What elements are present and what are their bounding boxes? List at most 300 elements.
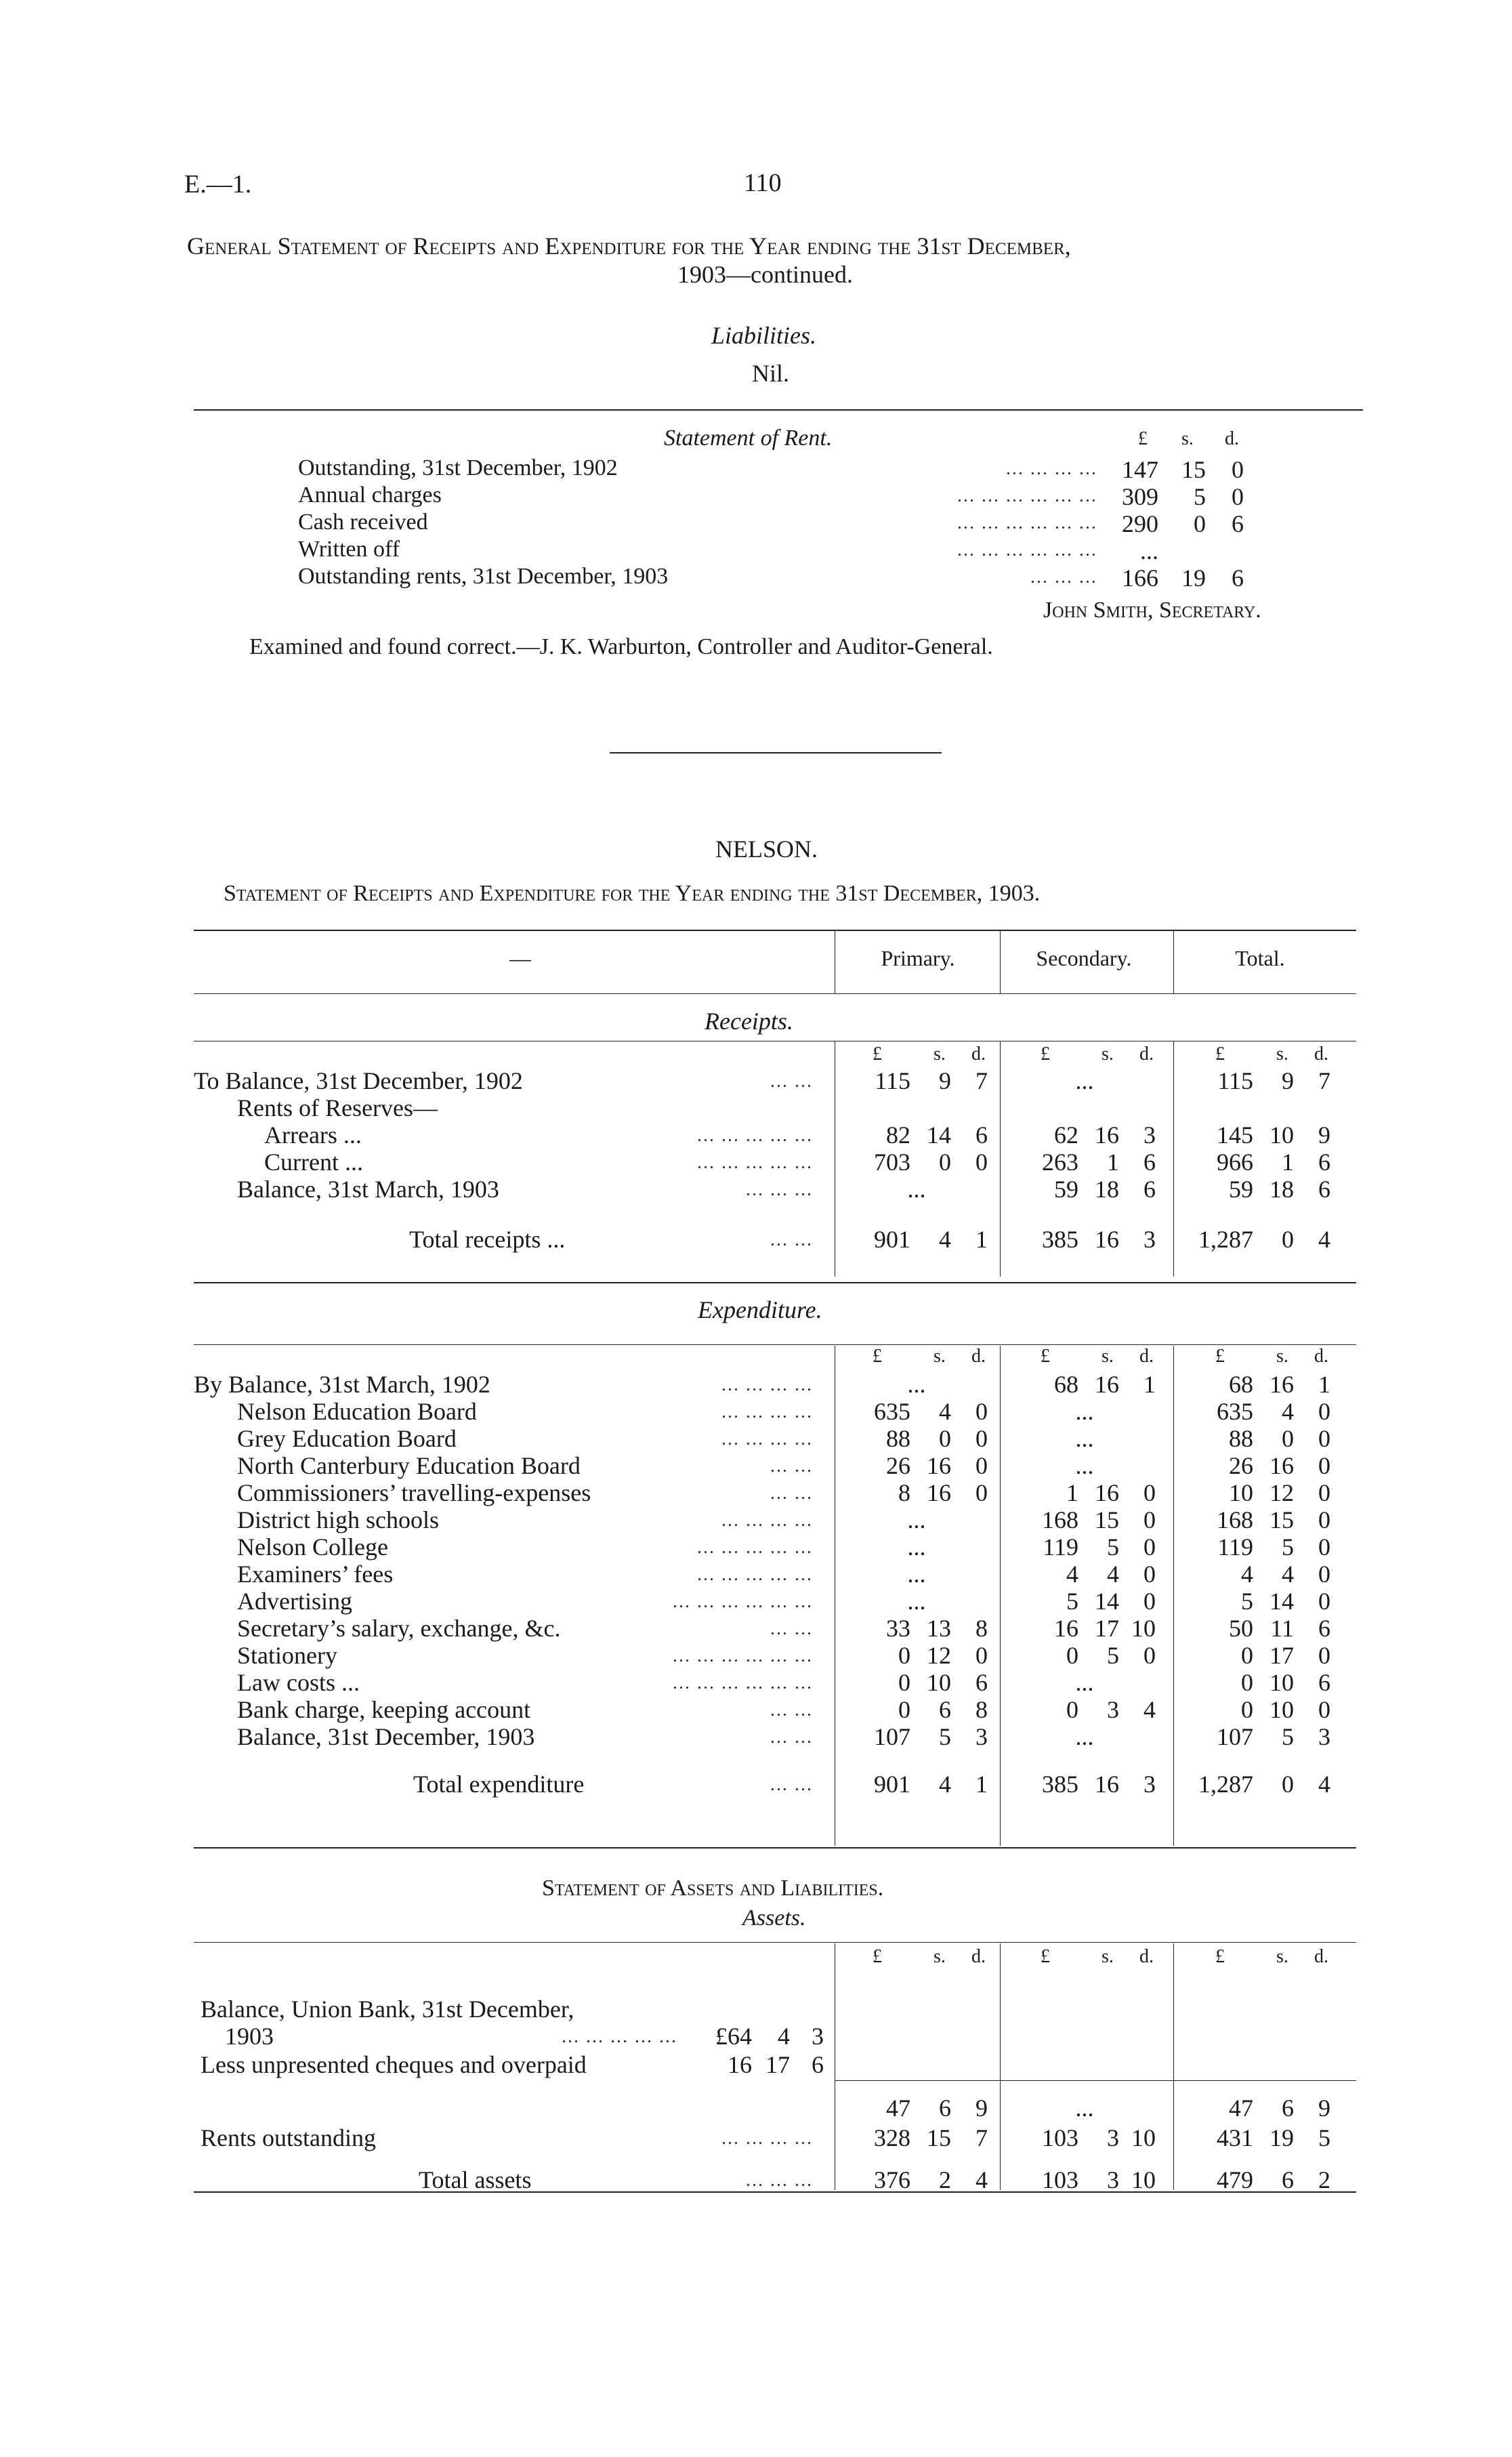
- rents-row-total-pence: 5: [1318, 2124, 1330, 2151]
- general-statement-title: General Statement of Receipts and Expenditure for the Year ending the 31st December,: [187, 232, 1071, 260]
- expenditure-total-pounds: 68: [1229, 1371, 1253, 1398]
- receipt-total-pence: 6: [1318, 1149, 1330, 1176]
- expenditure-secondary-shillings: 5: [1107, 1533, 1119, 1561]
- expenditure-total-shillings: 16: [1269, 1452, 1294, 1479]
- expenditure-primary-shillings: 16: [927, 1452, 951, 1479]
- expenditure-secondary-pence: 0: [1143, 1642, 1156, 1669]
- expenditure-total-pence: 0: [1318, 1696, 1330, 1723]
- unpresented-pounds: 16: [728, 2051, 752, 2078]
- expenditure-secondary-pounds: ...: [1075, 1723, 1094, 1750]
- receipt-row-dots: ... ... ... ... ...: [697, 1125, 813, 1146]
- primary-shillings-header: s.: [933, 1346, 946, 1367]
- receipt-primary-pounds: 703: [874, 1149, 910, 1176]
- secretary-signature: John Smith, Secretary.: [1043, 598, 1261, 623]
- expenditure-total-pence: 3: [1318, 1723, 1330, 1750]
- expenditure-primary-shillings: 10: [927, 1669, 951, 1696]
- total-pounds-header: £: [1215, 1044, 1225, 1065]
- receipt-total-pence: 7: [1318, 1067, 1330, 1094]
- secondary-pence-header: d.: [1139, 1346, 1154, 1367]
- receipt-row-label: To Balance, 31st December, 1902: [194, 1067, 523, 1094]
- total-assets-primary-pence: 4: [975, 2166, 988, 2193]
- receipt-primary-pence: 0: [975, 1149, 988, 1176]
- receipt-primary-shillings: 0: [939, 1149, 951, 1176]
- receipt-row-dots: ... ... ... ... ...: [697, 1152, 813, 1173]
- receipt-total-pounds: 966: [1217, 1149, 1253, 1176]
- rents-row-total-pounds: 431: [1217, 2124, 1253, 2151]
- primary-pence-header: d.: [971, 1946, 986, 1967]
- col-header-label: —: [509, 946, 531, 970]
- expenditure-primary-pence: 3: [975, 1723, 988, 1750]
- rent-row-label: Outstanding, 31st December, 1902: [298, 455, 618, 480]
- bank-row-total-pounds: 47: [1229, 2094, 1253, 2122]
- expenditure-primary-pounds: 88: [886, 1425, 910, 1452]
- receipt-row-label: Arrears ...: [264, 1121, 362, 1149]
- rent-row-pounds: 166: [1122, 564, 1158, 592]
- expenditure-row-dots: ... ... ... ... ...: [697, 1537, 813, 1558]
- receipt-primary-pence: 7: [975, 1067, 988, 1094]
- expenditure-row-label: Examiners’ fees: [237, 1561, 394, 1588]
- total-receipts-dots: ... ...: [770, 1229, 813, 1250]
- expenditure-total-pounds: 5: [1241, 1588, 1253, 1615]
- section-rule: [194, 409, 1363, 411]
- expenditure-row-label: Advertising: [237, 1588, 352, 1615]
- rent-row-pounds: 147: [1122, 456, 1158, 483]
- expenditure-total-pounds: 88: [1229, 1425, 1253, 1452]
- rent-statement-heading: Statement of Rent.: [664, 426, 833, 451]
- receipt-primary-pounds: 115: [875, 1067, 910, 1094]
- total-assets-dots: ... ... ...: [746, 2170, 813, 2191]
- expenditure-total-pence: 0: [1318, 1642, 1330, 1669]
- total-receipts-secondary-shillings: 16: [1095, 1226, 1119, 1253]
- expenditure-total-shillings: 0: [1282, 1425, 1294, 1452]
- rent-row-dots: ... ... ... ... ... ...: [957, 512, 1097, 533]
- expenditure-primary-pounds: ...: [907, 1588, 926, 1615]
- expenditure-secondary-pounds: 0: [1066, 1642, 1078, 1669]
- total-expenditure-total-shillings: 0: [1282, 1771, 1294, 1798]
- expenditure-primary-pence: 8: [975, 1615, 988, 1642]
- receipt-secondary-pounds: ...: [1075, 1067, 1094, 1094]
- expenditure-bottom-rule: [194, 1847, 1356, 1849]
- expenditure-total-pounds: 168: [1217, 1506, 1253, 1533]
- col-rule: [1000, 1041, 1001, 1277]
- receipt-primary-pounds: ...: [907, 1176, 926, 1203]
- expenditure-primary-pence: 0: [975, 1642, 988, 1669]
- total-expenditure-secondary-pence: 3: [1143, 1771, 1156, 1798]
- rent-row-pence: 0: [1232, 483, 1244, 510]
- receipt-primary-shillings: 14: [927, 1121, 951, 1149]
- expenditure-secondary-shillings: 3: [1107, 1696, 1119, 1723]
- rent-row-dots: ... ... ...: [1030, 566, 1097, 587]
- total-assets-total-pounds: 479: [1217, 2166, 1253, 2193]
- receipt-primary-pounds: 82: [886, 1121, 910, 1149]
- receipt-total-pence: 6: [1318, 1176, 1330, 1203]
- rent-row-label: Cash received: [298, 510, 428, 535]
- col-rule: [1000, 931, 1001, 993]
- expenditure-secondary-pence: 4: [1143, 1696, 1156, 1723]
- expenditure-secondary-shillings: 16: [1095, 1479, 1119, 1506]
- receipt-total-shillings: 9: [1282, 1067, 1294, 1094]
- expenditure-secondary-pounds: ...: [1075, 1398, 1094, 1425]
- primary-shillings-header: s.: [933, 1946, 946, 1967]
- total-expenditure-secondary-shillings: 16: [1095, 1771, 1119, 1798]
- bank-balance-label: Balance, Union Bank, 31st December,: [201, 1996, 574, 2023]
- expenditure-total-pence: 0: [1318, 1506, 1330, 1533]
- expenditure-row-dots: ... ... ... ... ... ...: [673, 1591, 813, 1612]
- expenditure-total-shillings: 4: [1282, 1398, 1294, 1425]
- expenditure-total-shillings: 11: [1270, 1615, 1294, 1642]
- rent-row-dots: ... ... ... ... ... ...: [957, 485, 1097, 506]
- total-receipts-secondary-pence: 3: [1143, 1226, 1156, 1253]
- liabilities-nil: Nil.: [752, 360, 790, 387]
- expenditure-primary-pence: 0: [975, 1425, 988, 1452]
- expenditure-row-label: District high schools: [237, 1506, 439, 1533]
- expenditure-total-pounds: 635: [1217, 1398, 1253, 1425]
- expenditure-total-shillings: 4: [1282, 1561, 1294, 1588]
- liabilities-heading: Liabilities.: [711, 322, 817, 349]
- expenditure-primary-pence: 0: [975, 1452, 988, 1479]
- receipt-secondary-shillings: 16: [1095, 1121, 1119, 1149]
- expenditure-primary-pounds: 0: [898, 1696, 910, 1723]
- expenditure-total-pence: 0: [1318, 1588, 1330, 1615]
- total-expenditure-secondary-pounds: 385: [1042, 1771, 1078, 1798]
- expenditure-total-pounds: 26: [1229, 1452, 1253, 1479]
- receipt-total-pounds: 115: [1217, 1067, 1253, 1094]
- expenditure-total-pounds: 107: [1217, 1723, 1253, 1750]
- receipt-secondary-shillings: 18: [1095, 1176, 1119, 1203]
- expenditure-row-dots: ... ...: [770, 1483, 813, 1504]
- receipt-secondary-pounds: 59: [1054, 1176, 1078, 1203]
- rent-row-pence: 6: [1232, 564, 1244, 592]
- expenditure-secondary-shillings: 16: [1095, 1371, 1119, 1398]
- assets-statement-title: Statement of Assets and Liabilities.: [542, 1876, 884, 1901]
- rent-col-pounds: £: [1138, 428, 1148, 449]
- expenditure-primary-shillings: 4: [939, 1398, 951, 1425]
- expenditure-primary-shillings: 16: [927, 1479, 951, 1506]
- bank-amount-shillings: 4: [778, 2023, 790, 2050]
- expenditure-total-shillings: 5: [1282, 1533, 1294, 1561]
- expenditure-heading-rule: [194, 1344, 1356, 1345]
- rent-row-pounds: ...: [1140, 537, 1158, 564]
- expenditure-secondary-pounds: 168: [1042, 1506, 1078, 1533]
- expenditure-total-shillings: 10: [1269, 1696, 1294, 1723]
- expenditure-total-pounds: 119: [1217, 1533, 1253, 1561]
- expenditure-primary-pence: 6: [975, 1669, 988, 1696]
- bank-row-total-shillings: 6: [1282, 2094, 1294, 2122]
- expenditure-total-shillings: 16: [1269, 1371, 1294, 1398]
- total-assets-total-shillings: 6: [1282, 2166, 1294, 2193]
- col-rule: [1173, 1346, 1174, 1846]
- table-header-rule: [194, 993, 1356, 994]
- total-receipts-secondary-pounds: 385: [1042, 1226, 1078, 1253]
- total-assets-secondary-shillings: 3: [1107, 2166, 1119, 2193]
- expenditure-primary-pounds: 107: [874, 1723, 910, 1750]
- expenditure-total-pence: 1: [1318, 1371, 1330, 1398]
- secondary-shillings-header: s.: [1101, 1346, 1114, 1367]
- primary-pence-header: d.: [971, 1346, 986, 1367]
- col-rule: [1000, 1346, 1001, 1846]
- rent-row-label: Outstanding rents, 31st December, 1903: [298, 564, 669, 589]
- section-divider: [610, 752, 942, 753]
- primary-pounds-header: £: [873, 1044, 882, 1065]
- expenditure-row-label: Grey Education Board: [237, 1425, 457, 1452]
- expenditure-primary-shillings: 12: [927, 1642, 951, 1669]
- expenditure-row-label: Commissioners’ travelling-expenses: [237, 1479, 591, 1506]
- expenditure-secondary-pounds: 0: [1066, 1696, 1078, 1723]
- rents-row-secondary-pounds: 103: [1042, 2124, 1078, 2151]
- expenditure-row-dots: ... ... ... ... ... ...: [673, 1645, 813, 1666]
- expenditure-primary-pounds: 635: [874, 1398, 910, 1425]
- total-expenditure-dots: ... ...: [770, 1774, 813, 1795]
- rents-outstanding-label: Rents outstanding: [201, 2124, 376, 2151]
- secondary-pounds-header: £: [1041, 1044, 1050, 1065]
- expenditure-row-label: Secretary’s salary, exchange, &c.: [237, 1615, 561, 1642]
- secondary-shillings-header: s.: [1101, 1946, 1114, 1967]
- total-expenditure-label: Total expenditure: [413, 1771, 585, 1798]
- expenditure-secondary-pounds: 4: [1066, 1561, 1078, 1588]
- rent-row-shillings: 5: [1194, 483, 1206, 510]
- expenditure-primary-pence: 8: [975, 1696, 988, 1723]
- total-shillings-header: s.: [1276, 1946, 1288, 1967]
- expenditure-secondary-pence: 0: [1143, 1561, 1156, 1588]
- secondary-shillings-header: s.: [1101, 1044, 1114, 1065]
- expenditure-total-pence: 0: [1318, 1533, 1330, 1561]
- expenditure-secondary-pounds: ...: [1075, 1425, 1094, 1452]
- bank-balance-year: 1903: [225, 2023, 274, 2050]
- expenditure-secondary-pence: 0: [1143, 1506, 1156, 1533]
- expenditure-secondary-pounds: ...: [1075, 1669, 1094, 1696]
- rent-row-shillings: 15: [1181, 456, 1206, 483]
- receipt-row-dots: ... ...: [770, 1071, 813, 1092]
- bank-amount-pounds: £64: [715, 2023, 752, 2050]
- expenditure-secondary-pounds: 16: [1054, 1615, 1078, 1642]
- secondary-pounds-header: £: [1041, 1346, 1050, 1367]
- primary-pence-header: d.: [971, 1044, 986, 1065]
- receipts-heading: Receipts.: [705, 1008, 793, 1035]
- rents-row-primary-shillings: 15: [927, 2124, 951, 2151]
- total-assets-total-pence: 2: [1318, 2166, 1330, 2193]
- bank-balance-dots: ... ... ... ... ...: [562, 2026, 677, 2047]
- col-header-primary: Primary.: [881, 946, 955, 970]
- expenditure-row-label: Balance, 31st December, 1903: [237, 1723, 535, 1750]
- expenditure-secondary-pounds: 68: [1054, 1371, 1078, 1398]
- receipt-total-pence: 9: [1318, 1121, 1330, 1149]
- expenditure-row-dots: ... ...: [770, 1618, 813, 1639]
- receipt-secondary-pence: 6: [1143, 1176, 1156, 1203]
- bank-row-total-pence: 9: [1318, 2094, 1330, 2122]
- expenditure-secondary-pence: 0: [1143, 1533, 1156, 1561]
- nelson-statement-title: Statement of Receipts and Expenditure for the Year ending the 31st December, 1903.: [224, 881, 1041, 906]
- expenditure-primary-shillings: 6: [939, 1696, 951, 1723]
- expenditure-row-dots: ... ... ... ...: [721, 1510, 813, 1531]
- rent-row-pounds: 290: [1122, 510, 1158, 537]
- expenditure-row-dots: ... ...: [770, 1727, 813, 1748]
- expenditure-secondary-pence: 0: [1143, 1588, 1156, 1615]
- expenditure-primary-pounds: ...: [907, 1561, 926, 1588]
- primary-pounds-header: £: [873, 1946, 882, 1967]
- expenditure-total-pounds: 4: [1241, 1561, 1253, 1588]
- col-header-total: Total.: [1235, 946, 1285, 970]
- rents-row-secondary-shillings: 3: [1107, 2124, 1119, 2151]
- expenditure-total-pence: 0: [1318, 1425, 1330, 1452]
- expenditure-total-shillings: 12: [1269, 1479, 1294, 1506]
- expenditure-total-pence: 0: [1318, 1479, 1330, 1506]
- total-assets-secondary-pence: 10: [1131, 2166, 1156, 2193]
- rent-col-pence: d.: [1225, 428, 1239, 449]
- expenditure-primary-pounds: ...: [907, 1533, 926, 1561]
- receipt-total-pounds: 145: [1217, 1121, 1253, 1149]
- expenditure-secondary-shillings: 4: [1107, 1561, 1119, 1588]
- receipt-row-label: Balance, 31st March, 1903: [237, 1176, 499, 1203]
- expenditure-total-pence: 0: [1318, 1561, 1330, 1588]
- expenditure-total-pence: 0: [1318, 1452, 1330, 1479]
- expenditure-row-label: Law costs ...: [237, 1669, 360, 1696]
- nelson-title: NELSON.: [715, 835, 818, 863]
- receipt-secondary-pence: 6: [1143, 1149, 1156, 1176]
- rent-row-label: Written off: [298, 537, 400, 562]
- total-receipts-total-pounds: 1,287: [1198, 1226, 1253, 1253]
- total-assets-label: Total assets: [419, 2166, 532, 2193]
- expenditure-total-pounds: 0: [1241, 1642, 1253, 1669]
- total-expenditure-primary-pence: 1: [975, 1771, 988, 1798]
- col-header-secondary: Secondary.: [1036, 946, 1132, 970]
- rent-row-pence: 6: [1232, 510, 1244, 537]
- expenditure-total-shillings: 5: [1282, 1723, 1294, 1750]
- expenditure-primary-pounds: ...: [907, 1371, 926, 1398]
- expenditure-primary-pence: 0: [975, 1479, 988, 1506]
- general-statement-title-continued: 1903—continued.: [677, 261, 853, 288]
- expenditure-row-dots: ... ... ... ... ... ...: [673, 1672, 813, 1693]
- total-shillings-header: s.: [1276, 1044, 1288, 1065]
- expenditure-secondary-pounds: 1: [1066, 1479, 1078, 1506]
- total-expenditure-total-pounds: 1,287: [1198, 1771, 1253, 1798]
- unpresented-pence: 6: [812, 2051, 824, 2078]
- bank-row-secondary-pounds: ...: [1075, 2094, 1094, 2122]
- expenditure-total-pence: 6: [1318, 1615, 1330, 1642]
- rents-row-primary-pounds: 328: [874, 2124, 910, 2151]
- total-pence-header: d.: [1314, 1044, 1328, 1065]
- rents-outstanding-dots: ... ... ... ...: [721, 2128, 813, 2149]
- expenditure-primary-pounds: 0: [898, 1642, 910, 1669]
- bank-row-primary-pounds: 47: [886, 2094, 910, 2122]
- bank-row-primary-shillings: 6: [939, 2094, 951, 2122]
- expenditure-secondary-shillings: 14: [1095, 1588, 1119, 1615]
- total-pounds-header: £: [1215, 1346, 1225, 1367]
- total-pounds-header: £: [1215, 1946, 1225, 1967]
- expenditure-row-label: North Canterbury Education Board: [237, 1452, 581, 1479]
- receipt-row-label: Current ...: [264, 1149, 363, 1176]
- total-receipts-primary-pounds: 901: [874, 1226, 910, 1253]
- receipts-bottom-rule: [194, 1282, 1356, 1283]
- expenditure-total-pounds: 0: [1241, 1696, 1253, 1723]
- expenditure-total-pounds: 50: [1229, 1615, 1253, 1642]
- unpresented-shillings: 17: [765, 2051, 790, 2078]
- total-assets-primary-pounds: 376: [874, 2166, 910, 2193]
- rent-row-shillings: 19: [1181, 564, 1206, 592]
- expenditure-primary-shillings: 0: [939, 1425, 951, 1452]
- expenditure-secondary-pence: 0: [1143, 1479, 1156, 1506]
- receipt-total-pounds: 59: [1229, 1176, 1253, 1203]
- col-rule: [1173, 1041, 1174, 1277]
- rent-col-shillings: s.: [1181, 428, 1194, 449]
- assets-heading: Assets.: [742, 1905, 806, 1930]
- expenditure-primary-shillings: 5: [939, 1723, 951, 1750]
- total-shillings-header: s.: [1276, 1346, 1288, 1367]
- expenditure-total-pence: 6: [1318, 1669, 1330, 1696]
- expenditure-row-dots: ... ... ... ...: [721, 1428, 813, 1449]
- rent-row-pounds: 309: [1122, 483, 1158, 510]
- col-rule: [1173, 931, 1174, 993]
- receipt-secondary-shillings: 1: [1107, 1149, 1119, 1176]
- expenditure-total-shillings: 10: [1269, 1669, 1294, 1696]
- expenditure-row-label: By Balance, 31st March, 1902: [194, 1371, 490, 1398]
- expenditure-primary-pounds: 8: [898, 1479, 910, 1506]
- expenditure-row-label: Bank charge, keeping account: [237, 1696, 531, 1723]
- total-pence-header: d.: [1314, 1346, 1328, 1367]
- expenditure-row-dots: ... ... ... ... ...: [697, 1564, 813, 1585]
- page-reference: E.—1.: [184, 170, 252, 199]
- subtotal-rule: [835, 2080, 1356, 2081]
- expenditure-row-label: Nelson College: [237, 1533, 388, 1561]
- expenditure-primary-pounds: 0: [898, 1669, 910, 1696]
- total-receipts-label: Total receipts ...: [409, 1226, 566, 1253]
- receipt-total-shillings: 10: [1269, 1121, 1294, 1149]
- assets-top-rule: [194, 1942, 1356, 1943]
- total-expenditure-primary-shillings: 4: [939, 1771, 951, 1798]
- rent-row-dots: ... ... ... ...: [1006, 458, 1097, 479]
- total-receipts-primary-pence: 1: [975, 1226, 988, 1253]
- receipt-row-dots: ... ... ...: [746, 1179, 813, 1200]
- expenditure-row-dots: ... ...: [770, 1699, 813, 1720]
- total-pence-header: d.: [1314, 1946, 1328, 1967]
- expenditure-heading: Expenditure.: [698, 1296, 822, 1323]
- total-expenditure-primary-pounds: 901: [874, 1771, 910, 1798]
- receipt-secondary-pounds: 263: [1042, 1149, 1078, 1176]
- expenditure-row-dots: ... ... ... ...: [721, 1374, 813, 1395]
- rent-row-dots: ... ... ... ... ... ...: [957, 539, 1097, 560]
- total-assets-primary-shillings: 2: [939, 2166, 951, 2193]
- examined-note: Examined and found correct.—J. K. Warburton, Controller and Auditor-General.: [249, 634, 993, 659]
- bank-amount-pence: 3: [812, 2023, 824, 2050]
- total-expenditure-total-pence: 4: [1318, 1771, 1330, 1798]
- secondary-pence-header: d.: [1139, 1044, 1154, 1065]
- expenditure-total-pence: 0: [1318, 1398, 1330, 1425]
- expenditure-row-dots: ... ...: [770, 1455, 813, 1477]
- expenditure-primary-shillings: 13: [927, 1615, 951, 1642]
- receipt-total-shillings: 18: [1269, 1176, 1294, 1203]
- expenditure-total-shillings: 15: [1269, 1506, 1294, 1533]
- col-rule: [1000, 1943, 1001, 2190]
- expenditure-secondary-pounds: ...: [1075, 1452, 1094, 1479]
- expenditure-secondary-shillings: 17: [1095, 1615, 1119, 1642]
- expenditure-secondary-shillings: 15: [1095, 1506, 1119, 1533]
- expenditure-secondary-pence: 1: [1143, 1371, 1156, 1398]
- rent-row-pence: 0: [1232, 456, 1244, 483]
- expenditure-secondary-shillings: 5: [1107, 1642, 1119, 1669]
- expenditure-secondary-pence: 10: [1131, 1615, 1156, 1642]
- rents-row-secondary-pence: 10: [1131, 2124, 1156, 2151]
- receipt-secondary-pounds: 62: [1054, 1121, 1078, 1149]
- expenditure-row-label: Stationery: [237, 1642, 337, 1669]
- col-rule: [1173, 1943, 1174, 2190]
- rents-row-primary-pence: 7: [975, 2124, 988, 2151]
- total-receipts-primary-shillings: 4: [939, 1226, 951, 1253]
- secondary-pounds-header: £: [1041, 1946, 1050, 1967]
- primary-shillings-header: s.: [933, 1044, 946, 1065]
- rent-row-shillings: 0: [1194, 510, 1206, 537]
- expenditure-primary-pounds: 26: [886, 1452, 910, 1479]
- unpresented-cheques-label: Less unpresented cheques and overpaid: [201, 2051, 587, 2078]
- receipt-row-label: Rents of Reserves—: [237, 1094, 438, 1121]
